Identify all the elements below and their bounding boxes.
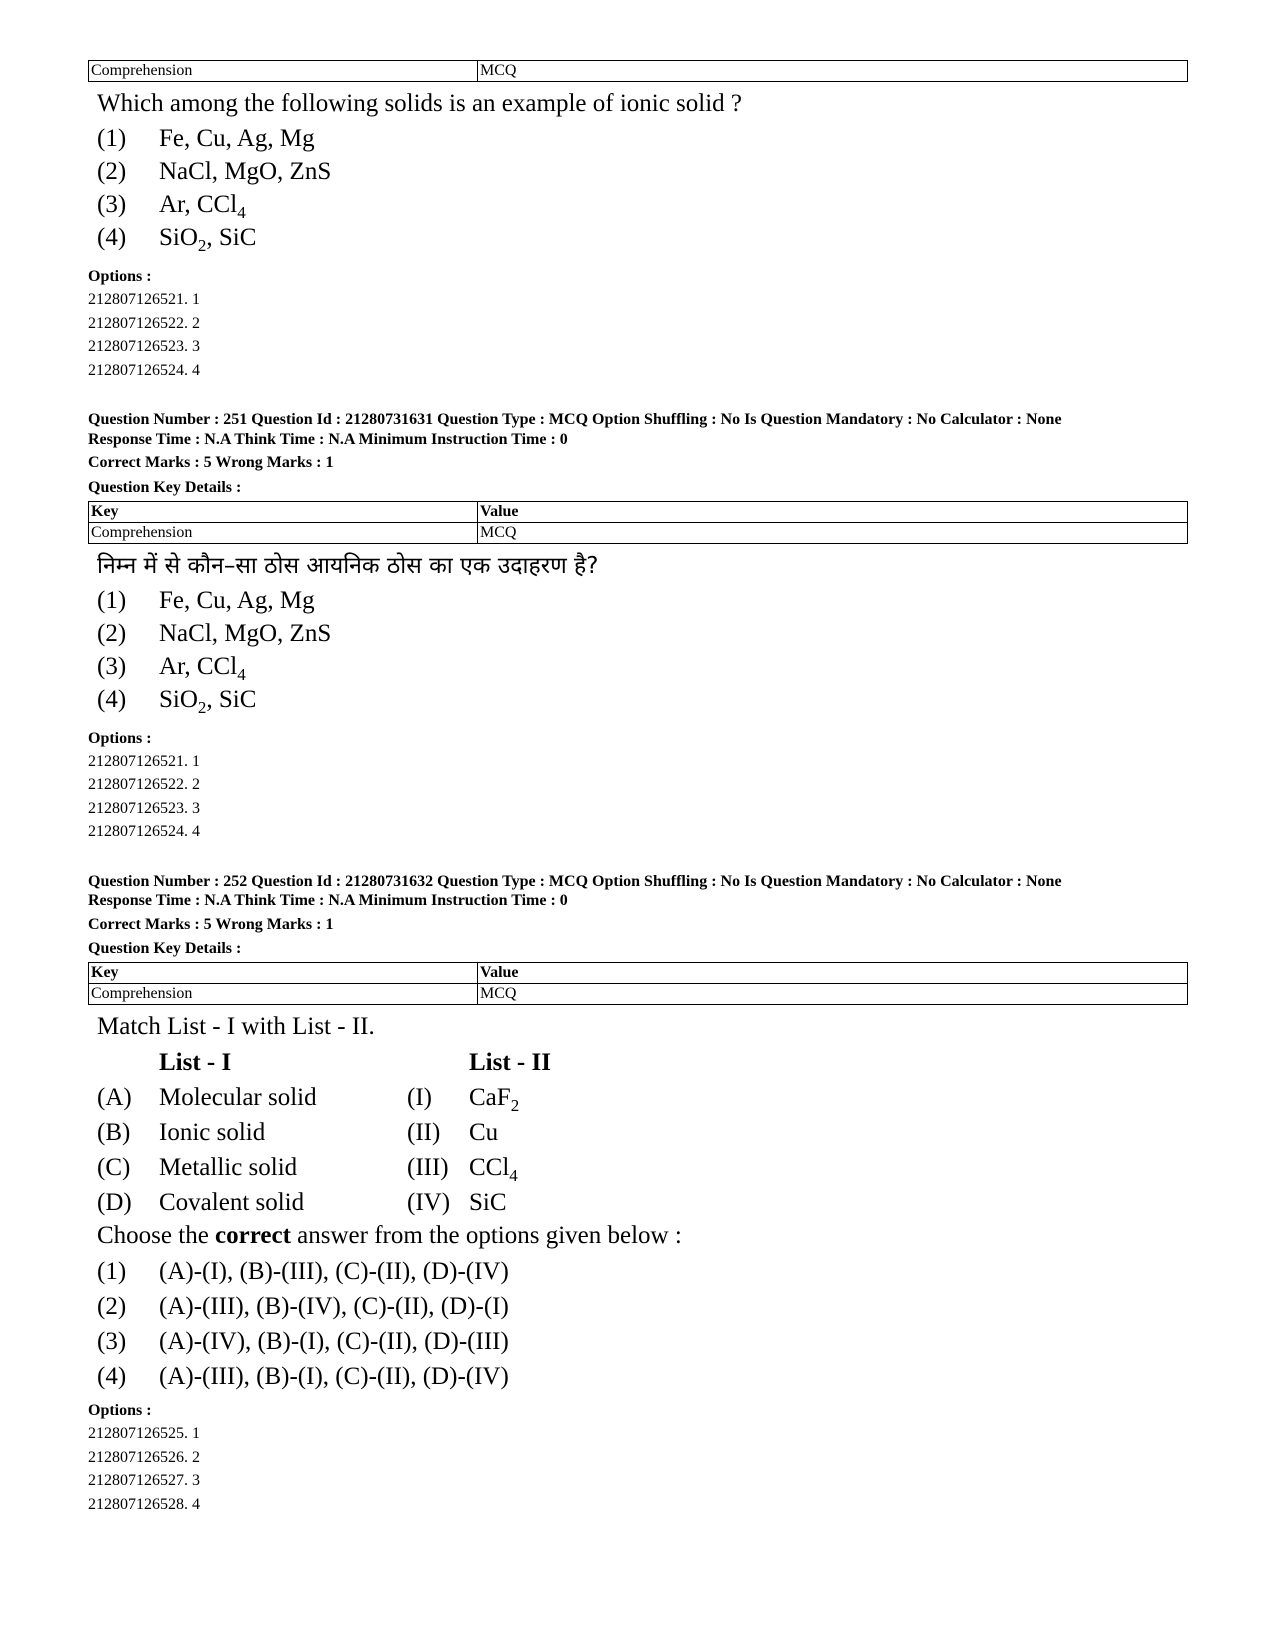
choice-text: Fe, Cu, Ag, Mg: [159, 125, 315, 152]
answer-choice: [97, 155, 1188, 188]
question-key-table: [88, 501, 1188, 544]
choice-number: (1): [97, 1258, 127, 1285]
question-stem: Match List - I with List - II.: [97, 1013, 375, 1040]
formula-subscript: 2: [197, 697, 207, 717]
list-2-item: [469, 1115, 669, 1150]
formula-text: , SiC: [206, 685, 257, 713]
options-label: Options :: [88, 268, 152, 285]
option-id-line: 212807126527. 3: [88, 1472, 200, 1489]
choice-number: (2): [97, 1293, 127, 1320]
question-key-table: [88, 60, 1188, 82]
list-2-heading: List - II: [469, 1049, 551, 1076]
list-2-item: [469, 1080, 669, 1115]
list-1-heading: List - I: [159, 1049, 232, 1076]
marks-line: Correct Marks : 5 Wrong Marks : 1: [88, 915, 334, 933]
question-250-section: [88, 60, 1188, 382]
list-2-item: [469, 1150, 669, 1185]
choice-text: NaCl, MgO, ZnS: [159, 619, 332, 647]
list-1-label: (B): [97, 1119, 131, 1146]
blank-cell: [407, 1045, 469, 1080]
option-id-line: 212807126524. 4: [88, 361, 200, 379]
choice-number: (3): [97, 1328, 127, 1355]
key-details-label: Question Key Details :: [88, 940, 242, 957]
question-252-section: [88, 872, 1188, 1517]
question-paper-page: [88, 60, 1188, 1516]
option-id-line: 212807126523. 3: [88, 338, 200, 355]
choice-text: [159, 650, 246, 683]
choice-text: NaCl, MgO, ZnS: [159, 158, 332, 185]
value-header-cell: Value: [478, 501, 1188, 522]
question-meta-line: Response Time : N.A Think Time : N.A Minimum Instruction Time : 0: [88, 430, 568, 448]
value-cell: MCQ: [478, 61, 1188, 82]
answer-choice: [97, 683, 1188, 716]
key-table-header: [89, 501, 1188, 522]
answer-choice: [97, 617, 1188, 650]
formula-text: SiO: [159, 224, 198, 251]
answer-choice: [97, 122, 1188, 155]
match-list-grid: [97, 1045, 1188, 1220]
formula-subscript: 4: [509, 1165, 518, 1185]
answer-choice: [97, 650, 1188, 683]
list-1-label: (D): [97, 1189, 132, 1216]
question-key-table: [88, 962, 1188, 1005]
choice-text: [159, 683, 256, 716]
option-id-line: 212807126526. 2: [88, 1448, 200, 1466]
answer-choice: [97, 1359, 1188, 1394]
choice-text: (A)-(I), (B)-(III), (C)-(II), (D)-(IV): [159, 1258, 509, 1285]
list-2-label: (I): [407, 1084, 432, 1111]
formula-subscript: 4: [237, 664, 246, 684]
question-251-section: [88, 410, 1188, 844]
formula-text: Ar, CCl: [159, 652, 238, 680]
choice-text: Fe, Cu, Ag, Mg: [159, 586, 315, 614]
list-1-label: (A): [97, 1084, 132, 1111]
key-header-cell: Key: [89, 963, 478, 984]
options-label: Options :: [88, 1402, 152, 1419]
choose-instruction: [97, 1220, 1188, 1252]
value-header-cell: Value: [478, 963, 1188, 984]
answer-choice: [97, 1289, 1188, 1324]
list-1-item: Covalent solid: [159, 1189, 305, 1216]
match-pair-row: [97, 1115, 1188, 1150]
option-id-line: 212807126525. 1: [88, 1425, 200, 1442]
key-cell: Comprehension: [89, 522, 478, 543]
option-id-line: 212807126522. 2: [88, 776, 200, 793]
formula-text: CaF: [469, 1084, 511, 1111]
option-id-line: 212807126521. 1: [88, 752, 200, 770]
choice-number: (3): [97, 652, 127, 680]
instruction-text: answer from the options given below :: [290, 1222, 682, 1249]
key-details-label: Question Key Details :: [88, 478, 242, 496]
list-2-label: (III): [407, 1154, 449, 1181]
key-cell: Comprehension: [89, 61, 478, 82]
match-list-headings: [97, 1045, 1188, 1080]
choice-number: (4): [97, 224, 127, 251]
answer-choice: [97, 1254, 1188, 1289]
option-id-line: 212807126521. 1: [88, 291, 200, 308]
choice-text: [159, 221, 256, 254]
formula-text: Cu: [469, 1119, 499, 1146]
key-cell: Comprehension: [89, 984, 478, 1005]
key-table-header: [89, 963, 1188, 984]
option-id-line: 212807126524. 4: [88, 823, 200, 840]
choice-text: (A)-(IV), (B)-(I), (C)-(II), (D)-(III): [159, 1328, 509, 1355]
question-body: [88, 1011, 1188, 1394]
marks-line: Correct Marks : 5 Wrong Marks : 1: [88, 454, 334, 471]
option-id-line: 212807126522. 2: [88, 314, 200, 332]
key-table-row: [89, 61, 1188, 82]
question-meta-line: Question Number : 252 Question Id : 21280731632 Question Type : MCQ Option Shuffling : No Is Question Mandatory : No Calculator : None: [88, 872, 1062, 890]
answer-choice: [97, 221, 1188, 254]
list-1-label: (C): [97, 1154, 131, 1181]
choice-number: (1): [97, 586, 127, 614]
choice-number: (4): [97, 685, 127, 713]
key-table-row: [89, 522, 1188, 543]
formula-text: , SiC: [206, 224, 257, 251]
option-id-line: 212807126528. 4: [88, 1495, 200, 1513]
list-2-item: [469, 1185, 669, 1220]
answer-choice: [97, 584, 1188, 617]
match-pair-row: [97, 1150, 1188, 1185]
list-1-item: Metallic solid: [159, 1154, 298, 1181]
value-cell: MCQ: [478, 984, 1188, 1005]
options-label: Options :: [88, 729, 152, 747]
list-1-item: Ionic solid: [159, 1119, 266, 1146]
choice-number: (2): [97, 158, 127, 185]
choice-number: (3): [97, 191, 127, 218]
choice-text: (A)-(III), (B)-(IV), (C)-(II), (D)-(I): [159, 1293, 509, 1320]
formula-text: SiO: [159, 685, 198, 713]
list-1-item: Molecular solid: [159, 1084, 317, 1111]
formula-subscript: 2: [510, 1095, 520, 1115]
question-body: [88, 550, 1188, 716]
answer-choice: [97, 1324, 1188, 1359]
instruction-bold-text: correct: [215, 1222, 291, 1249]
formula-subscript: 2: [197, 235, 207, 255]
choice-text: [159, 188, 246, 221]
match-pair-row: [97, 1185, 1188, 1220]
list-2-label: (II): [407, 1119, 441, 1146]
key-table-row: [89, 984, 1188, 1005]
question-meta-line: Response Time : N.A Think Time : N.A Minimum Instruction Time : 0: [88, 892, 568, 909]
option-id-line: 212807126523. 3: [88, 799, 200, 817]
choice-text: (A)-(III), (B)-(I), (C)-(II), (D)-(IV): [159, 1363, 509, 1390]
list-2-label: (IV): [407, 1189, 451, 1216]
choice-number: (1): [97, 125, 127, 152]
formula-subscript: 4: [237, 202, 246, 222]
answer-choice: [97, 188, 1188, 221]
choice-number: (2): [97, 619, 127, 647]
question-stem: Which among the following solids is an example of ionic solid ?: [97, 90, 743, 117]
question-stem: निम्न में से कौन–सा ठोस आयनिक ठोस का एक उदाहरण है?: [97, 552, 599, 579]
formula-text: SiC: [469, 1189, 507, 1216]
question-body: [88, 88, 1188, 254]
formula-text: CCl: [469, 1154, 510, 1181]
formula-text: Ar, CCl: [159, 191, 238, 218]
question-meta-line: Question Number : 251 Question Id : 21280731631 Question Type : MCQ Option Shuffling : No Is Question Mandatory : No Calculator : None: [88, 411, 1062, 428]
choice-number: (4): [97, 1363, 127, 1390]
value-cell: MCQ: [478, 522, 1188, 543]
key-header-cell: Key: [89, 501, 478, 522]
blank-cell: [97, 1045, 159, 1080]
match-pair-row: [97, 1080, 1188, 1115]
instruction-text: Choose the: [97, 1222, 216, 1249]
